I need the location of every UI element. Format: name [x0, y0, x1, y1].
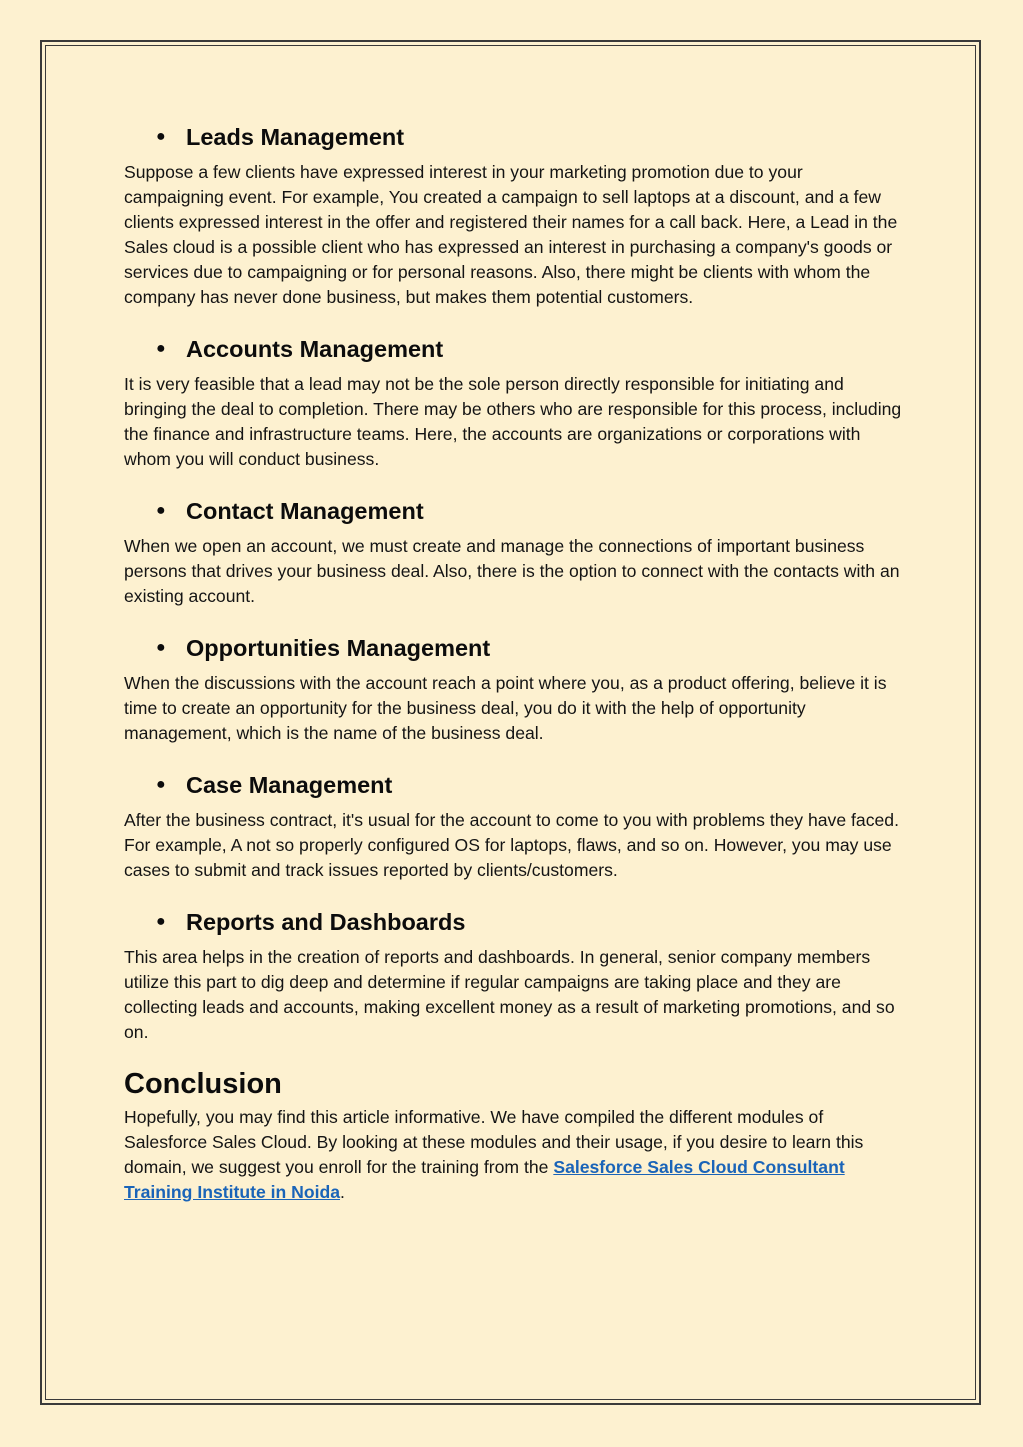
document-content [124, 120, 904, 1205]
section-reports-and-dashboards [124, 905, 904, 1063]
bullet-icon: ● [156, 913, 166, 930]
section-body: It is very feasible that a lead may not be the sole person directly responsible for initiating and bringing the deal to completion. There may be others who are responsible for this process, including the finance and infrastructure teams. Here, the accounts are organizations or corporations with whom you will conduct business. [124, 374, 902, 469]
conclusion-body-end: . [340, 1182, 345, 1202]
section-heading [156, 768, 904, 802]
section-body: Suppose a few clients have expressed interest in your marketing promotion due to your campaigning event. For example, You created a campaign to sell laptops at a discount, and a few clients expressed interest in the offer and registered their names for a call back. Here, a Lead in the Sales cloud is a possible client who has expressed an interest in purchasing a company's goods or services due to campaigning or for personal reasons. Also, there might be clients with whom the company has never done business, but makes them potential customers. [124, 162, 898, 307]
section-leads-management [124, 120, 904, 332]
bullet-icon: ● [156, 639, 166, 656]
section-heading [156, 631, 904, 665]
conclusion-body-text: Hopefully, you may find this article informative. We have compiled the different modules of Salesforce Sales Cloud. By looking at these modules and their usage, if you desire to learn this domain, we suggest you enroll for the training from the [124, 1107, 864, 1177]
section-heading [156, 332, 904, 366]
section-heading [156, 905, 904, 939]
section-body: When we open an account, we must create and manage the connections of important business persons that drives your business deal. Also, there is the option to connect with the contacts with an existing account. [124, 536, 900, 606]
section-heading-text: Opportunities Management [186, 635, 491, 661]
bullet-icon: ● [156, 502, 166, 519]
section-heading-text: Accounts Management [186, 336, 444, 362]
bullet-icon: ● [156, 776, 166, 793]
section-accounts-management [124, 332, 904, 494]
section-heading [156, 494, 904, 528]
conclusion-heading: Conclusion [124, 1068, 282, 1100]
section-opportunities-management [124, 631, 904, 768]
section-conclusion [124, 1063, 904, 1205]
section-body: After the business contract, it's usual for the account to come to you with problems they have faced. For example, A not so properly configured OS for laptops, flaws, and so on. However, you may use cases to submit and track issues reported by clients/customers. [124, 810, 899, 880]
conclusion-body [124, 1105, 904, 1205]
section-heading-text: Contact Management [186, 498, 424, 524]
section-contact-management [124, 494, 904, 631]
bullet-icon: ● [156, 340, 166, 357]
section-heading [156, 120, 904, 154]
training-institute-link[interactable]: Salesforce Sales Cloud Consultant Training Institute in Noida [124, 1157, 845, 1202]
section-body: This area helps in the creation of reports and dashboards. In general, senior company members utilize this part to dig deep and determine if regular campaigns are taking place and they are collecting leads and accounts, making excellent money as a result of marketing promotions, and so on. [124, 947, 895, 1042]
section-heading-text: Reports and Dashboards [186, 909, 466, 935]
section-body: When the discussions with the account reach a point where you, as a product offering, believe it is time to create an opportunity for the business deal, you do it with the help of opportunity management, which is the name of the business deal. [124, 673, 887, 743]
section-heading-text: Leads Management [186, 124, 405, 150]
bullet-icon: ● [156, 128, 166, 145]
section-heading-text: Case Management [186, 772, 393, 798]
section-case-management [124, 768, 904, 905]
